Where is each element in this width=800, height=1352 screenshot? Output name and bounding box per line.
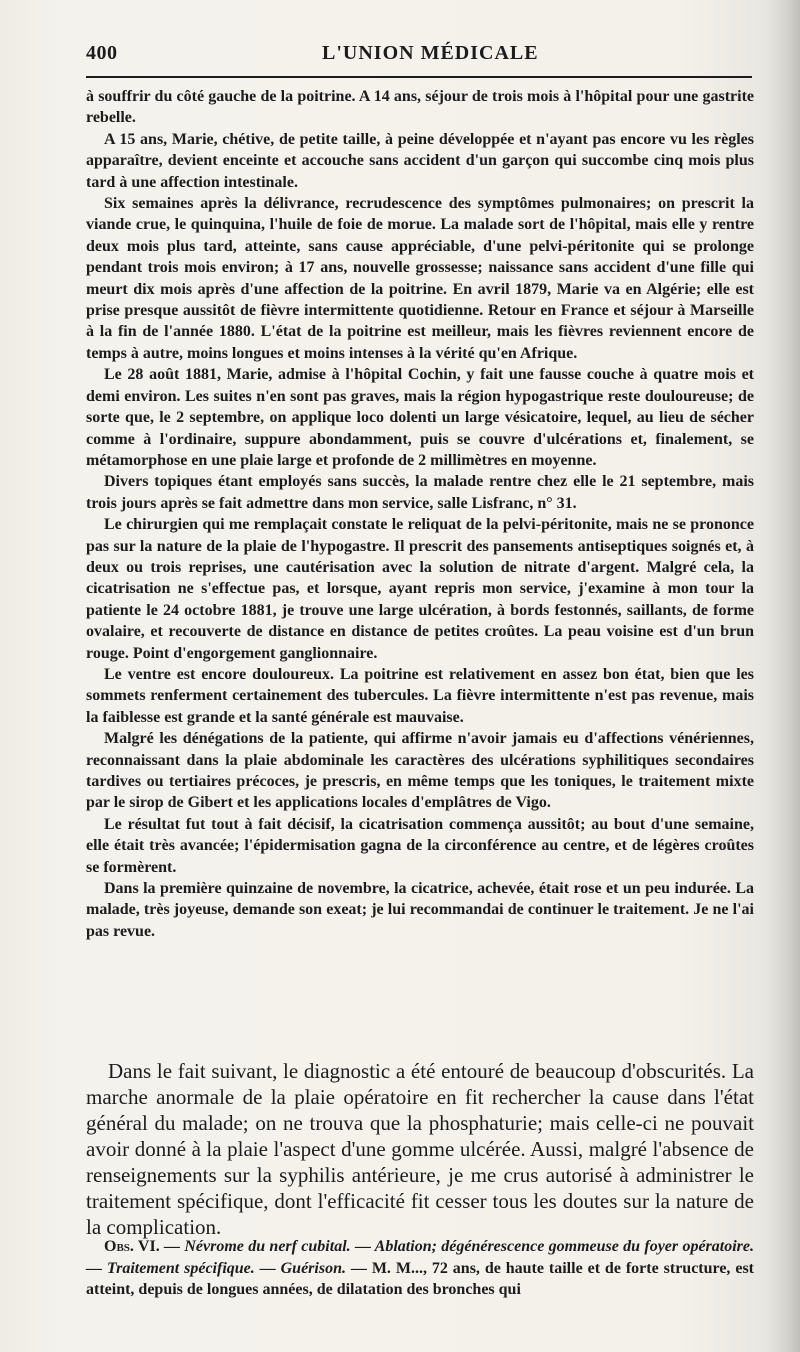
observation-block: [86, 1236, 754, 1301]
commentary-paragraph: Dans le fait suivant, le diagnostic a été entouré de beaucoup d'obscurités. La marche anormale de la plaie opératoire en fit rechercher la cause dans l'état général du malade; on ne trouva que la phosphaturie; mais celle-ci ne pouvait avoir donné à la plaie l'aspect d'une gomme ulcérée. Aussi, malgré l'absence de renseignements sur la syphilis antérieure, je me crus autorisé à administrer le traitement spécifique, dont l'efficacité fit cesser tous les doutes sur la nature de la complication.: [86, 1059, 754, 1239]
paragraph: Le chirurgien qui me remplaçait constate le reliquat de la pelvi-péritonite, mais ne se prononce pas sur la nature de la plaie de l'hypogastre. Il prescrit des pansements antiseptiques soignés et, à deux ou trois reprises, une cautérisation avec la solution de nitrate d'argent. Malgré cela, la cicatrisation ne s'effectue pas, et lorsque, ayant repris mon service, j'examine à mon tour la patiente le 24 octobre 1881, je trouve une large ulcération, à bords festonnés, saillants, de forme ovalaire, et recouverte de distance en distance de petites croûtes. La peau voisine est d'un brun rouge. Point d'engorgement ganglionnaire.: [86, 516, 754, 662]
paragraph: Malgré les dénégations de la patiente, qui affirme n'avoir jamais eu d'affections vénériennes, reconnaissant dans la plaie abdominale les caractères des ulcérations syphilitiques secondaires tardives ou tertiaires précoces, je prescris, en même temps que les toniques, le traitement mixte par le sirop de Gibert et les applications locales d'emplâtres de Vigo.: [86, 730, 754, 812]
paragraph: à souffrir du côté gauche de la poitrine. A 14 ans, séjour de trois mois à l'hôpital pour une gastrite rebelle.: [86, 88, 754, 127]
observation-paragraph: [86, 1236, 754, 1301]
observation-title: — Névrome du nerf cubital. — Ablation; dégénérescence gommeuse du foyer opératoire. — Traitement spécifique. — Guérison.: [86, 1238, 754, 1277]
commentary-text: [86, 1058, 754, 1240]
paragraph: Le résultat fut tout à fait décisif, la cicatrisation commença aussitôt; au bout d'une semaine, elle était très avancée; l'épidermisation gagna de la circonférence au centre, et de légères croûtes se formèrent.: [86, 815, 754, 876]
paragraph: Le 28 août 1881, Marie, admise à l'hôpital Cochin, y fait une fausse couche à quatre mois et demi environ. Les suites n'en sont pas graves, mais la région hypogastrique reste douloureuse; de sorte que, le 2 septembre, on applique loco dolenti un large vésicatoire, lequel, au lieu de sécher comme à l'ordinaire, suppure abondamment, puis se couvre d'ulcérations et, finalement, se métamorphose en une plaie large et profonde de 2 millimètres en moyenne.: [86, 366, 754, 469]
running-title: L'UNION MÉDICALE: [322, 42, 539, 64]
observation-body: — M. M..., 72 ans, de haute taille et de forte structure, est atteint, depuis de longues années, de dilatation des bronches qui: [86, 1259, 755, 1299]
page-header: [86, 40, 750, 72]
paragraph: Divers topiques étant employés sans succès, la malade rentre chez elle le 21 septembre, mais trois jours après se fait admettre dans mon service, salle Lisfranc, n° 31.: [86, 473, 754, 512]
paragraph: Six semaines après la délivrance, recrudescence des symptômes pulmonaires; on prescrit la viande crue, le quinquina, l'huile de foie de morue. La malade sort de l'hôpital, mais elle y rentre deux mois plus tard, atteinte, sans cause appréciable, d'une pelvi-péritonite qui se prolonge pendant trois mois environ; à 17 ans, nouvelle grossesse; naissance sans accident d'une fille qui meurt dix mois après d'une affection de la poitrine. En avril 1879, Marie va en Algérie; elle est prise presque aussitôt de fièvre intermittente quotidienne. Retour en France et séjour à Marseille à la fin de l'année 1880. L'état de la poitrine est meilleur, mais les fièvres reviennent encore de temps à autre, moins longues et moins intenses à la vérité qu'en Afrique.: [86, 195, 754, 362]
paragraph: A 15 ans, Marie, chétive, de petite taille, à peine développée et n'ayant pas encore vu les règles apparaître, devient enceinte et accouche sans accident d'un garçon qui succombe cinq mois plus tard à une affection intestinale.: [86, 130, 754, 191]
header-rule: [86, 76, 752, 78]
page-number: 400: [86, 42, 118, 64]
observation-label: Obs. VI.: [104, 1238, 160, 1255]
paragraph: Dans la première quinzaine de novembre, la cicatrice, achevée, était rose et un peu indurée. La malade, très joyeuse, demande son exeat; je lui recommandai de continuer le traitement. Je ne l'ai pas revue.: [86, 880, 754, 940]
page-spine-shadow: [766, 0, 800, 1352]
body-text: [86, 86, 754, 942]
paragraph: Le ventre est encore douloureux. La poitrine est relativement en assez bon état, bien que les sommets renferment certainement des tubercules. La fièvre intermittente n'est pas revenue, mais la faiblesse est grande et la santé générale est mauvaise.: [86, 665, 754, 726]
